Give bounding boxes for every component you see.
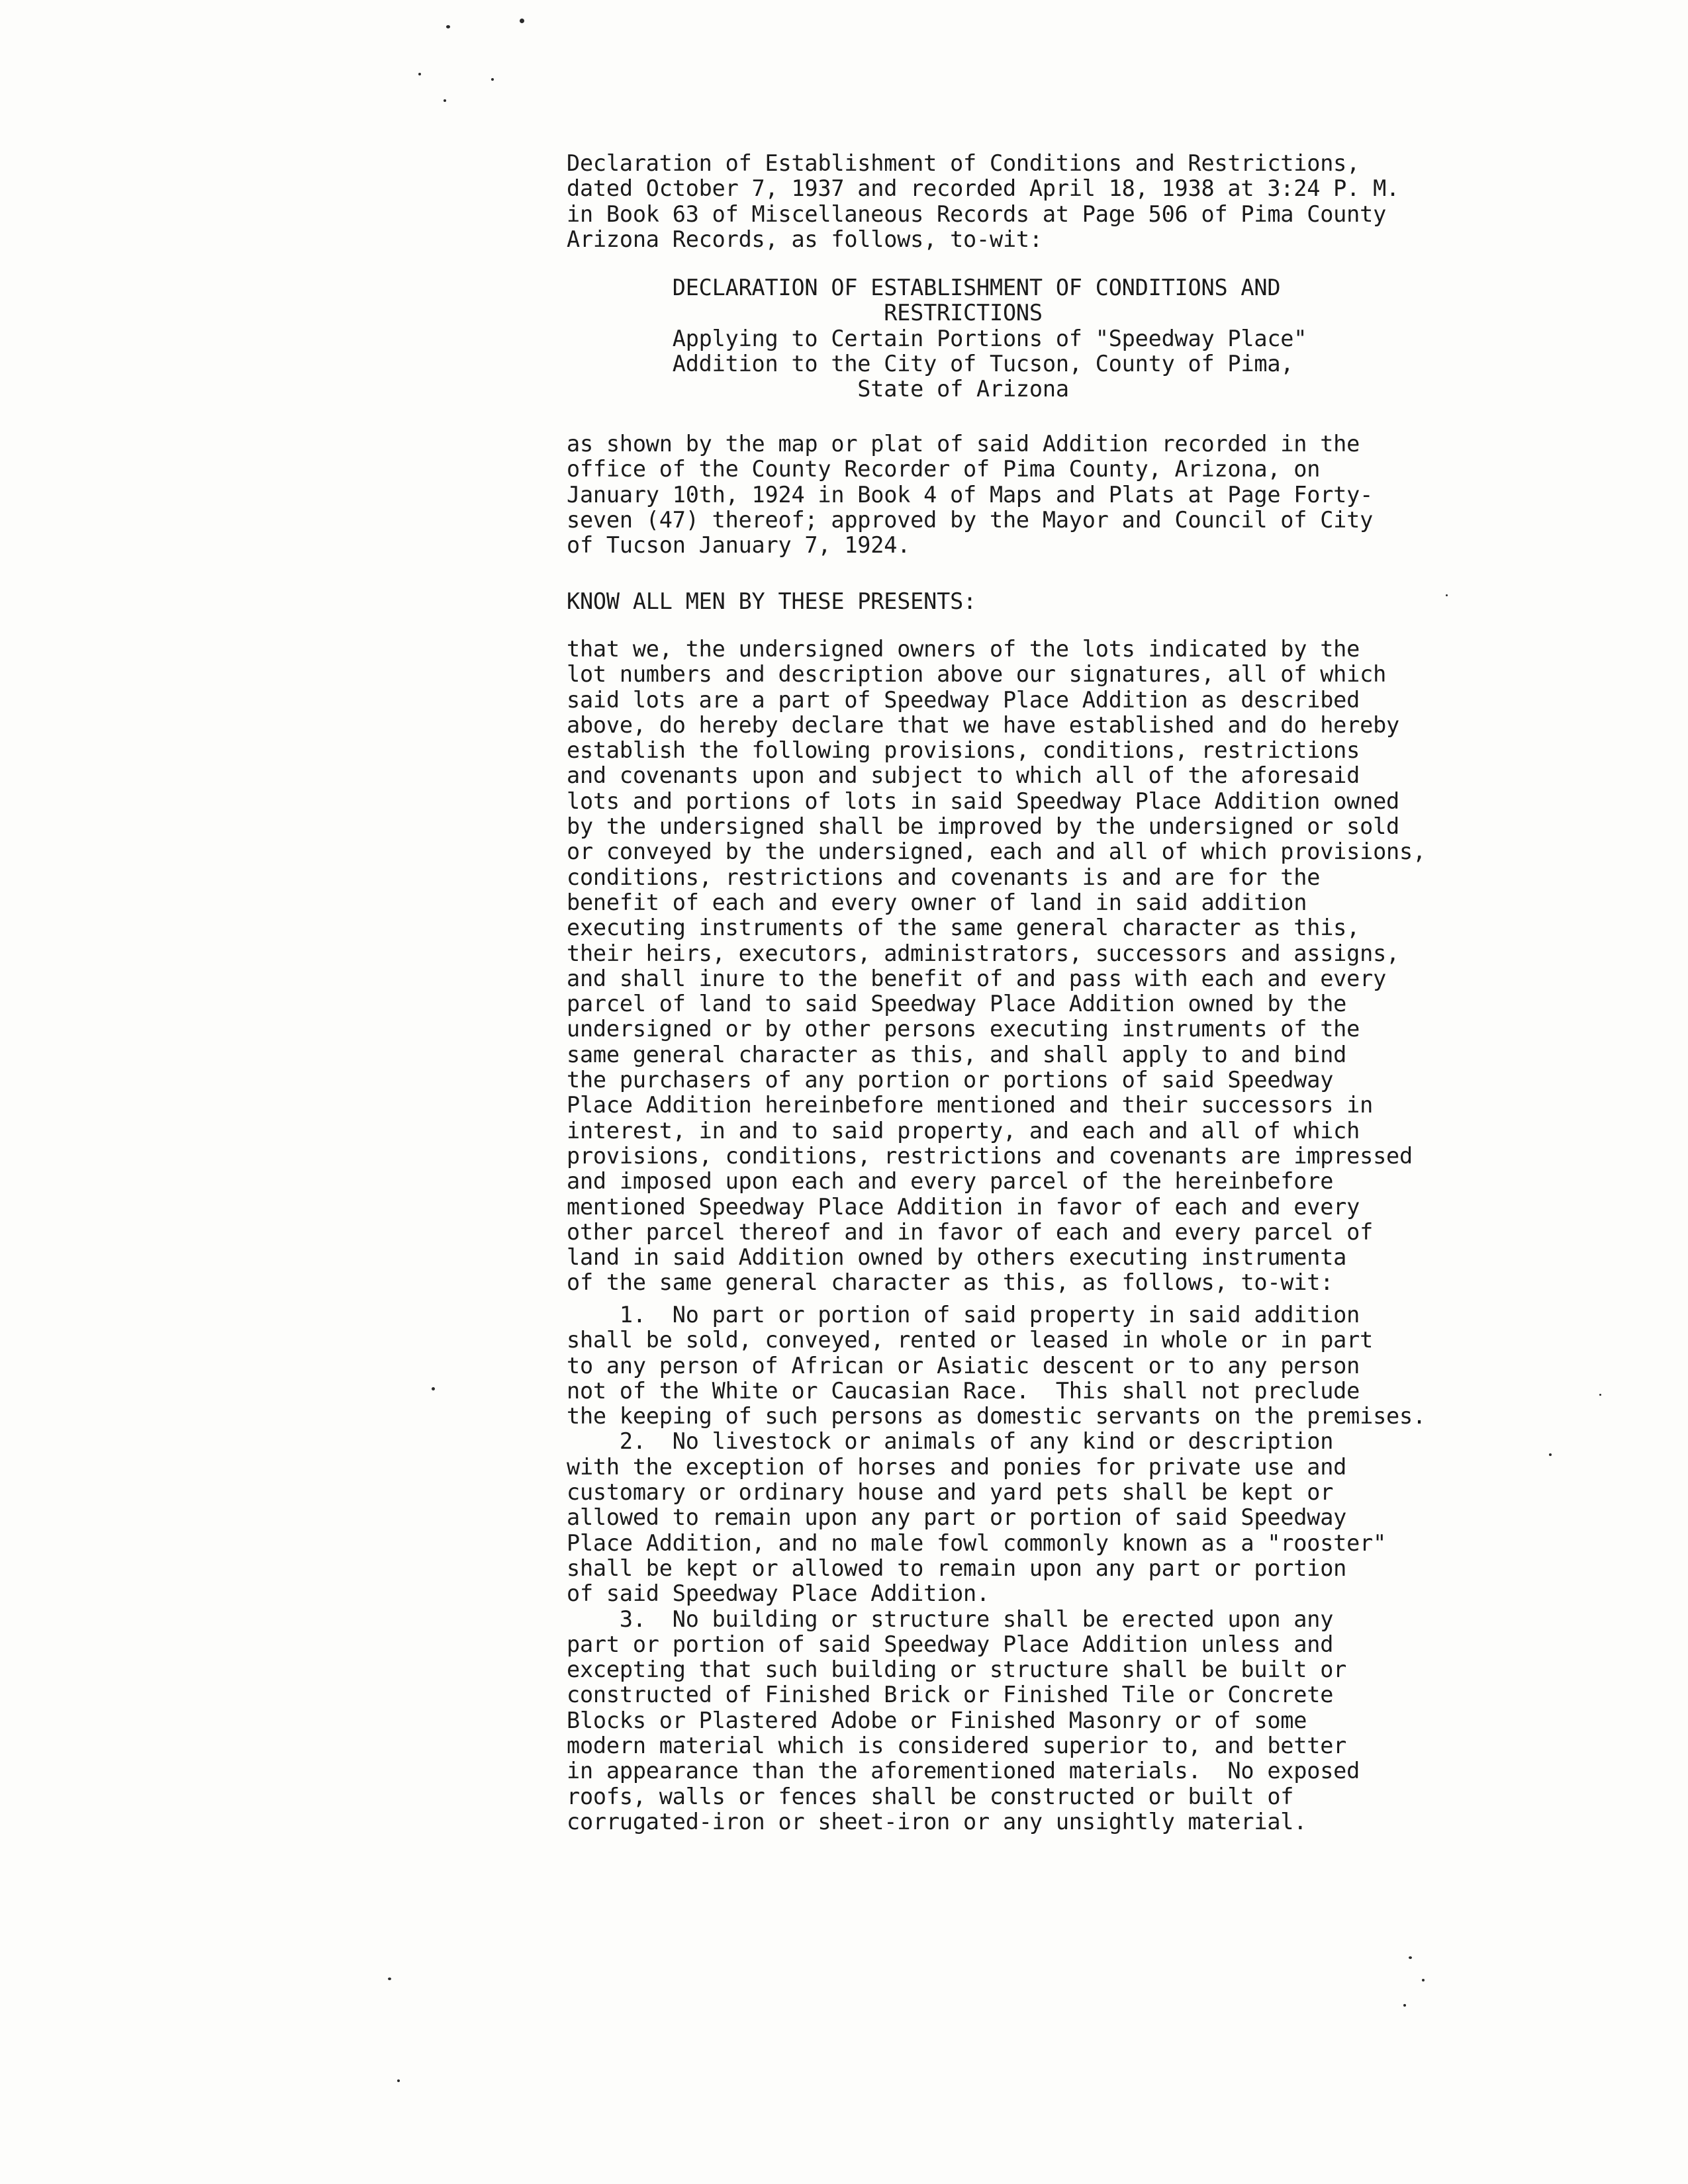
restriction-line: shall be kept or allowed to remain upon any part or portion — [567, 1555, 1347, 1581]
covenant-line: executing instruments of the same general character as this, — [567, 915, 1360, 941]
restriction-line: 2. No livestock or animals of any kind or description — [567, 1428, 1334, 1455]
restriction-items — [567, 1302, 1586, 1835]
scan-speck — [1422, 1979, 1425, 1981]
map-reference-line: as shown by the map or plat of said Addition recorded in the — [567, 431, 1360, 457]
covenant-line: mentioned Speedway Place Addition in favor of each and every — [567, 1193, 1360, 1220]
covenant-line: land in said Addition owned by others executing instrumenta — [567, 1244, 1347, 1271]
covenant-line: lots and portions of lots in said Speedway Place Addition owned — [567, 788, 1400, 814]
covenant-line: undersigned or by other persons executing instruments of the — [567, 1016, 1360, 1042]
covenant-line: said lots are a part of Speedway Place Addition as described — [567, 686, 1360, 713]
map-reference-line: office of the County Recorder of Pima County, Arizona, on — [567, 456, 1321, 482]
map-reference-line: of Tucson January 7, 1924. — [567, 532, 911, 559]
scan-speck — [446, 25, 450, 28]
restriction-line: customary or ordinary house and yard pets shall be kept or — [567, 1479, 1334, 1506]
covenant-line: establish the following provisions, conditions, restrictions — [567, 737, 1360, 764]
covenant-line: that we, the undersigned owners of the lots indicated by the — [567, 636, 1360, 662]
restriction-line: 3. No building or structure shall be erected upon any — [567, 1606, 1334, 1632]
covenant-line: the purchasers of any portion or portions of said Speedway — [567, 1067, 1334, 1093]
heading-line: State of Arizona — [567, 376, 1069, 402]
scan-speck — [418, 73, 421, 75]
intro-line: Arizona Records, as follows, to-wit: — [567, 226, 1043, 252]
scan-speck — [491, 78, 494, 81]
restriction-line: Place Addition, and no male fowl commonly known as a "rooster" — [567, 1529, 1387, 1556]
covenant-line: Place Addition hereinbefore mentioned and their successors in — [567, 1092, 1374, 1118]
covenant-line: and covenants upon and subject to which all of the aforesaid — [567, 762, 1360, 789]
restriction-line: of said Speedway Place Addition. — [567, 1580, 990, 1607]
covenant-line: parcel of land to said Speedway Place Addition owned by the — [567, 991, 1347, 1017]
restriction-line: excepting that such building or structure shall be built or — [567, 1657, 1347, 1683]
intro-line: dated October 7, 1937 and recorded April 18, 1938 at 3:24 P. M. — [567, 175, 1400, 202]
scan-speck — [432, 1387, 435, 1390]
covenant-line: of the same general character as this, as follows, to-wit: — [567, 1269, 1334, 1296]
scan-speck — [444, 99, 446, 102]
scan-speck — [520, 19, 524, 23]
map-reference-paragraph — [567, 432, 1586, 558]
covenant-line: above, do hereby declare that we have established and do hereby — [567, 711, 1400, 738]
restriction-line: with the exception of horses and ponies for private use and — [567, 1453, 1347, 1480]
restriction-line: in appearance than the aforementioned materials. No exposed — [567, 1758, 1360, 1784]
restriction-line: the keeping of such persons as domestic servants on the premises. — [567, 1403, 1426, 1430]
restriction-line: corrugated-iron or sheet-iron or any unsightly material. — [567, 1808, 1307, 1835]
map-reference-line: seven (47) thereof; approved by the Mayor and Council of City — [567, 506, 1374, 533]
scan-speck — [388, 1978, 391, 1980]
restriction-line: modern material which is considered superior to, and better — [567, 1733, 1347, 1759]
covenant-line: lot numbers and description above our signatures, all of which — [567, 661, 1387, 688]
heading-line: DECLARATION OF ESTABLISHMENT OF CONDITIONS AND — [567, 275, 1281, 300]
heading-line: Addition to the City of Tucson, County of Pima, — [567, 350, 1294, 377]
intro-line: in Book 63 of Miscellaneous Records at Page 506 of Pima County — [567, 201, 1387, 227]
restriction-line: constructed of Finished Brick or Finished Tile or Concrete — [567, 1682, 1334, 1708]
restriction-line: Blocks or Plastered Adobe or Finished Masonry or of some — [567, 1707, 1307, 1733]
covenant-line: their heirs, executors, administrators, successors and assigns, — [567, 940, 1400, 966]
covenant-line: interest, in and to said property, and each and all of which — [567, 1117, 1360, 1144]
restriction-line: roofs, walls or fences shall be constructed or built of — [567, 1783, 1294, 1809]
restriction-line: part or portion of said Speedway Place Addition unless and — [567, 1631, 1334, 1657]
covenant-line: and shall inure to the benefit of and pass with each and every — [567, 965, 1387, 991]
recording-intro — [567, 151, 1586, 252]
scan-speck — [1599, 1394, 1601, 1396]
covenant-line: conditions, restrictions and covenants is and are for the — [567, 864, 1321, 890]
scan-speck — [1409, 1956, 1412, 1959]
restriction-line: to any person of African or Asiatic descent or to any person — [567, 1352, 1360, 1379]
scan-speck — [1403, 2004, 1406, 2007]
scan-speck — [397, 2079, 400, 2082]
restriction-line: 1. No part or portion of said property in said addition — [567, 1302, 1360, 1328]
heading-line: RESTRICTIONS — [567, 300, 1043, 326]
covenant-line: or conveyed by the undersigned, each and all of which provisions, — [567, 839, 1426, 865]
restriction-line: allowed to remain upon any part or portion of said Speedway — [567, 1504, 1347, 1531]
restriction-line: not of the White or Caucasian Race. This shall not preclude — [567, 1377, 1360, 1404]
heading-line: Applying to Certain Portions of "Speedway Place" — [567, 325, 1307, 351]
covenant-line: by the undersigned shall be improved by the undersigned or sold — [567, 813, 1400, 840]
intro-line: Declaration of Establishment of Conditions and Restrictions, — [567, 150, 1360, 176]
covenant-line: other parcel thereof and in favor of each and every parcel of — [567, 1218, 1374, 1245]
covenant-line: same general character as this, and shall apply to and bind — [567, 1041, 1347, 1068]
covenant-line: and imposed upon each and every parcel of the hereinbefore — [567, 1168, 1334, 1195]
covenant-line: benefit of each and every owner of land in said addition — [567, 889, 1307, 915]
covenant-paragraph — [567, 637, 1586, 1296]
restriction-line: shall be sold, conveyed, rented or leased in whole or in part — [567, 1327, 1374, 1353]
know-all-men-line: KNOW ALL MEN BY THESE PRESENTS: — [567, 588, 977, 614]
map-reference-line: January 10th, 1924 in Book 4 of Maps and Plats at Page Forty- — [567, 481, 1374, 508]
declaration-heading — [567, 275, 1586, 402]
covenant-line: provisions, conditions, restrictions and covenants are impressed — [567, 1142, 1413, 1169]
